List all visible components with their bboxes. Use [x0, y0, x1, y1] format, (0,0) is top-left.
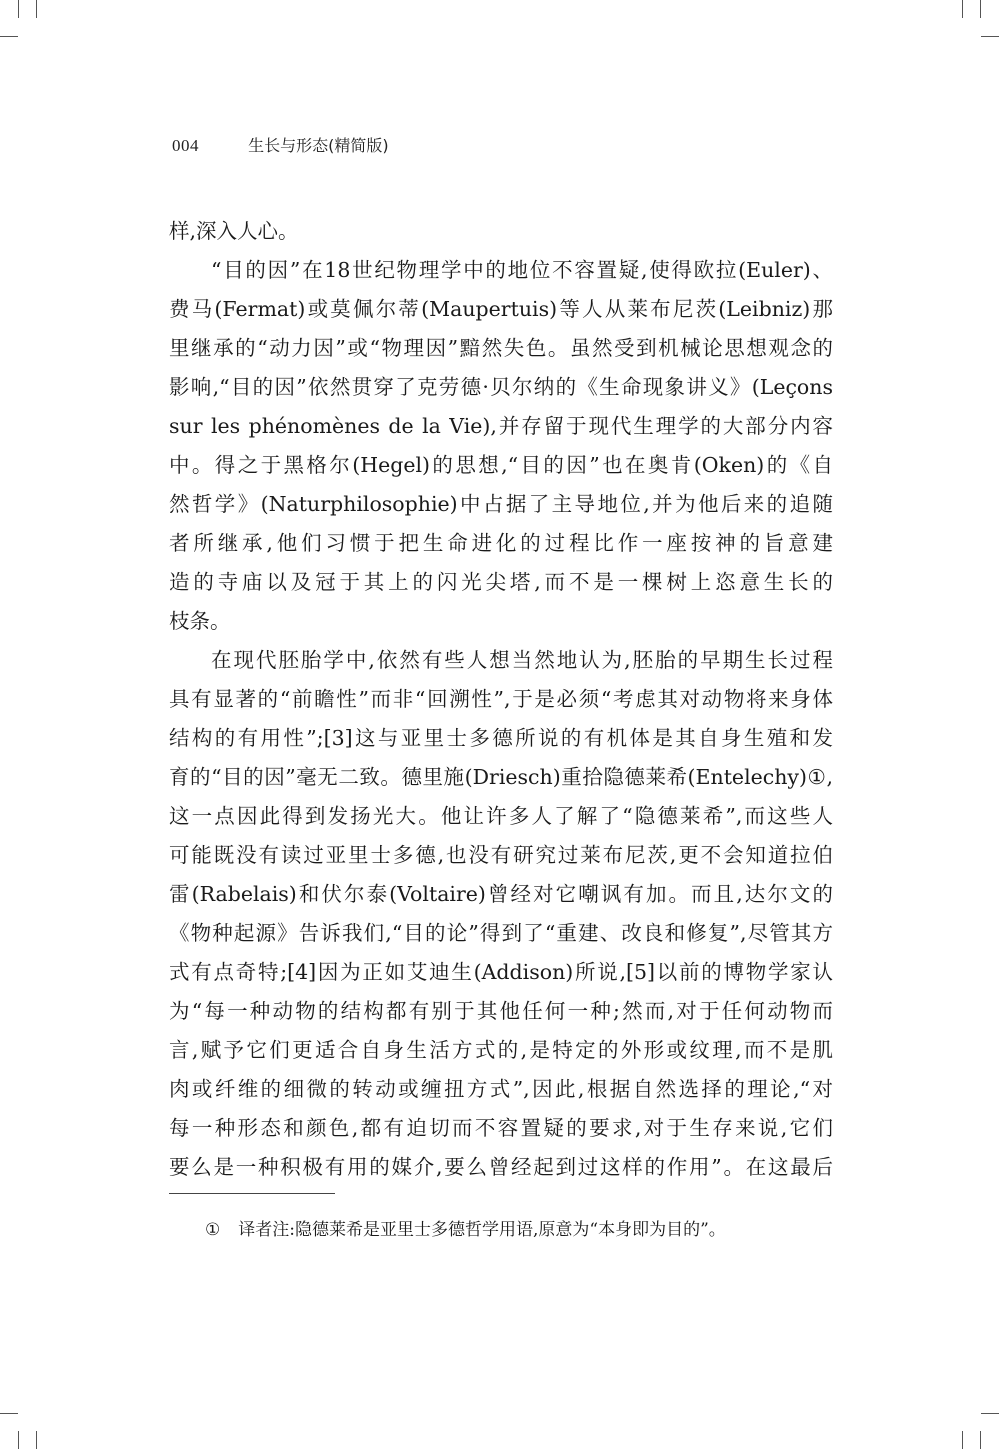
text-line: 式有点奇特;[4]因为正如艾迪生(Addison)所说,[5]以前的博物学家认 [169, 960, 833, 984]
text-line: 《物种起源》告诉我们,“目的论”得到了“重建、改良和修复”,尽管其方 [169, 921, 833, 945]
text-line: 造的寺庙以及冠于其上的闪光尖塔,而不是一棵树上恣意生长的 [169, 570, 833, 594]
crop-mark [36, 0, 37, 18]
footnote [205, 1215, 726, 1240]
crop-mark [18, 0, 19, 18]
footnote-text: 译者注:隐德莱希是亚里士多德哲学用语,原意为“本身即为目的”。 [238, 1220, 726, 1240]
crop-mark [962, 0, 963, 18]
crop-mark [981, 36, 999, 37]
text-line: 枝条。 [169, 609, 231, 633]
text-line: 样,深入人心。 [169, 219, 299, 243]
text-line: 里继承的“动力因”或“物理因”黯然失色。虽然受到机械论思想观念的 [169, 336, 833, 360]
text-line: 雷(Rabelais)和伏尔泰(Voltaire)曾经对它嘲讽有加。而且,达尔文的 [169, 882, 833, 906]
text-line: “目的因”在18世纪物理学中的地位不容置疑,使得欧拉(Euler)、 [211, 258, 833, 282]
text-line: 要么是一种积极有用的媒介,要么曾经起到过这样的作用”。在这最后 [169, 1155, 833, 1179]
running-header [172, 133, 389, 156]
crop-mark [18, 1431, 19, 1449]
page-number: 004 [172, 136, 199, 155]
running-title: 生长与形态(精简版) [248, 136, 389, 155]
text-line: 者所继承,他们习惯于把生命进化的过程比作一座按神的旨意建 [169, 531, 833, 555]
crop-mark [0, 1413, 18, 1414]
text-line: 然哲学》(Naturphilosophie)中占据了主导地位,并为他后来的追随 [169, 492, 833, 516]
text-line: 可能既没有读过亚里士多德,也没有研究过莱布尼茨,更不会知道拉伯 [169, 843, 833, 867]
text-line: 这一点因此得到发扬光大。他让许多人了解了“隐德莱希”,而这些人 [169, 804, 833, 828]
text-line: sur les phénomènes de la Vie),并存留于现代生理学的大部分内容 [169, 414, 833, 438]
text-line: 言,赋予它们更适合自身生活方式的,是特定的外形或纹理,而不是肌 [169, 1038, 833, 1062]
crop-mark [36, 1431, 37, 1449]
crop-mark [0, 36, 18, 37]
crop-mark [981, 1413, 999, 1414]
text-line: 育的“目的因”毫无二致。德里施(Driesch)重拾隐德莱希(Entelechy)①, [169, 765, 833, 789]
text-line: 肉或纤维的细微的转动或缠扭方式”,因此,根据自然选择的理论,“对 [169, 1077, 833, 1101]
text-line: 为“每一种动物的结构都有别于其他任何一种;然而,对于任何动物而 [169, 999, 833, 1023]
body-text [169, 212, 833, 1187]
footnote-marker: ① [205, 1220, 221, 1240]
text-line: 费马(Fermat)或莫佩尔蒂(Maupertuis)等人从莱布尼茨(Leibniz)那 [169, 297, 833, 321]
crop-mark [980, 0, 981, 18]
footnote-rule [169, 1193, 335, 1194]
crop-mark [962, 1431, 963, 1449]
text-line: 具有显著的“前瞻性”而非“回溯性”,于是必须“考虑其对动物将来身体 [169, 687, 833, 711]
text-line: 结构的有用性”;[3]这与亚里士多德所说的有机体是其自身生殖和发 [169, 726, 833, 750]
text-line: 在现代胚胎学中,依然有些人想当然地认为,胚胎的早期生长过程 [211, 648, 833, 672]
crop-mark [980, 1431, 981, 1449]
text-line: 影响,“目的因”依然贯穿了克劳德·贝尔纳的《生命现象讲义》(Leçons [169, 375, 833, 399]
text-line: 中。得之于黑格尔(Hegel)的思想,“目的因”也在奥肯(Oken)的《自 [169, 453, 833, 477]
text-line: 每一种形态和颜色,都有迫切而不容置疑的要求,对于生存来说,它们 [169, 1116, 833, 1140]
